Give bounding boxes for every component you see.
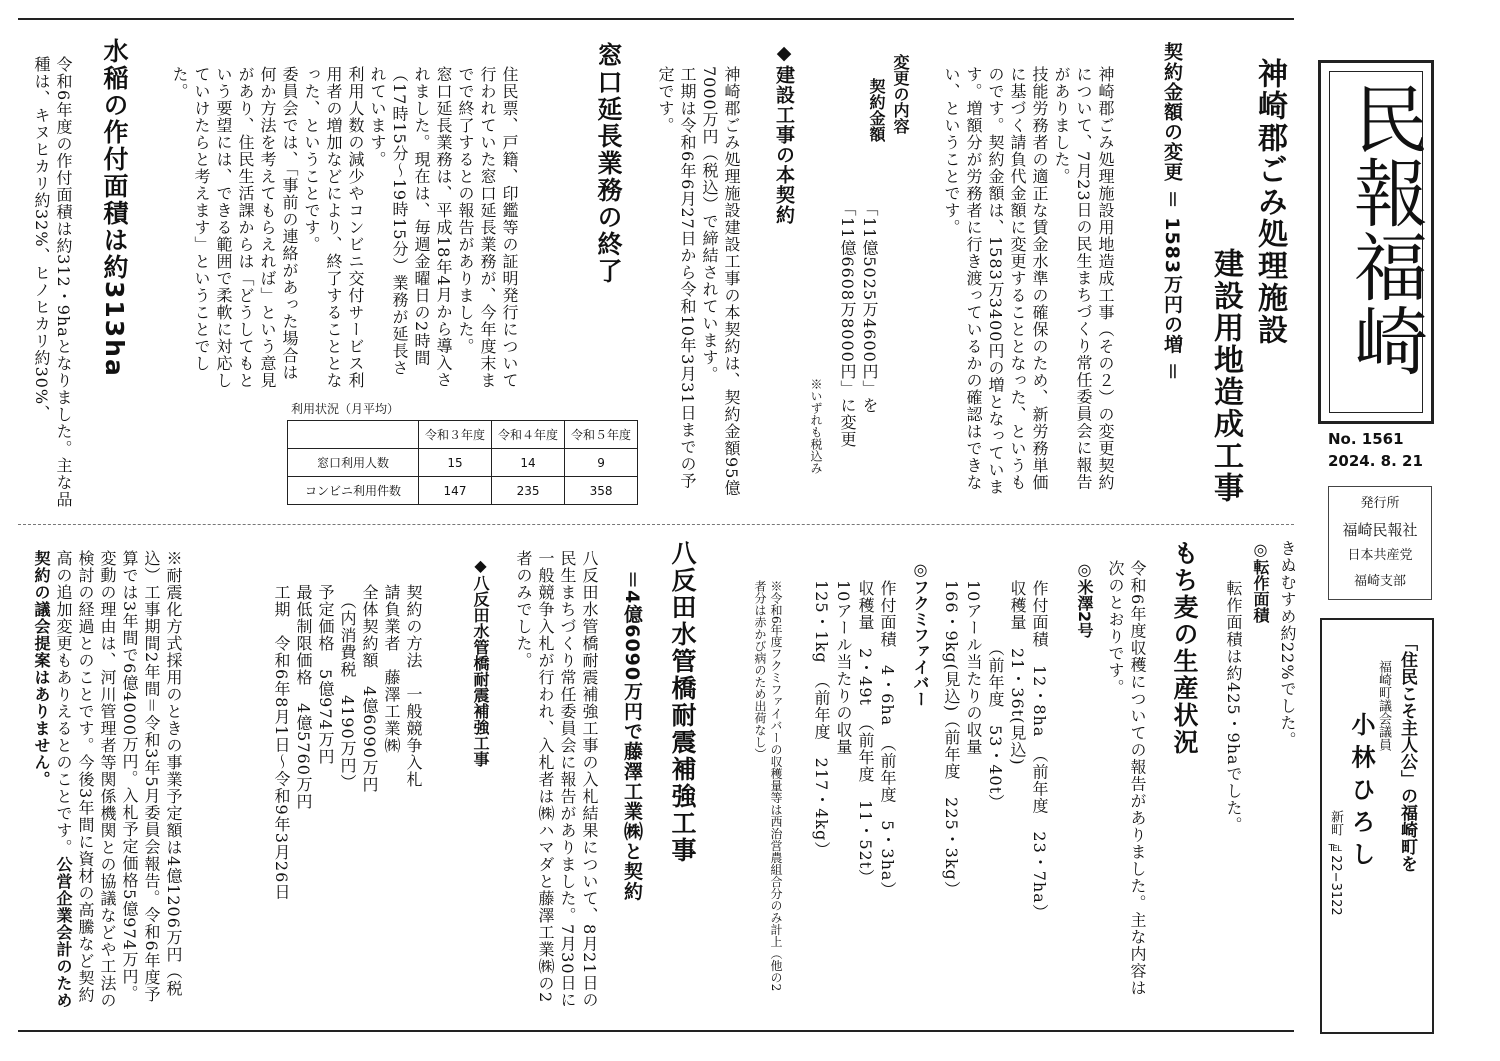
rotation-body: 転作面積は約425・9haでした。 — [1224, 580, 1243, 834]
construction-body: 神崎郡ごみ処理施設建設工事の本契約は、契約金額95億7000万円（税込）で締結されています。 工期は令和6年6月27日から令和10年3月31日までの予定です。 — [656, 66, 741, 497]
rice-body: 令和6年度の作付面積は約312・9haとなりました。主な品種は、キヌヒカリ約32%、ヒノヒカリ約30%、 — [32, 56, 73, 508]
bridge-note-text: ※耐震化方式採用のときの事業予定額は4億1206万円（税込）工事期間2年間＝令和3年5月委員会報告。令和6年度予算では3年間で6億4000万円。入札予定価格5億974万円。変動の理由は、河川管理者等関係機関との協議などや工法の検討の経過とのことです。今後3年間に資材の高騰など契約高の追加変更もありえるとのことです。 — [54, 550, 183, 1009]
variety1-heading: ◎米澤2号 — [1075, 560, 1094, 639]
usage-cell: 15 — [419, 449, 492, 477]
usage-table-header-row — [288, 421, 638, 449]
bottom-rule — [18, 1030, 1294, 1032]
window-body: 住民票、戸籍、印鑑等の証明発行について行われていた窓口延長業務が、今年度末までで終了するとの報告がありました。 窓口延長業務は、平成18年4月から導入されました。現在は、毎週金曜日の2時間（17時15分〜19時15分）業務が延長されています。 利用人数の減少やコンビニ交付サービス利用者の増加などにより、終了することとなった、ということです。 委員会では、「事前の連絡があった場合は何か方法を考えてもらえれば」という意見があり、住民生活課からは「どうしてもという要望には、できる範囲で柔軟に対応していけたらと考えます」ということでした。 — [170, 66, 519, 389]
ad-slogan: 「住民こそ主人公」の福崎町を — [1397, 634, 1417, 872]
usage-cell: 147 — [419, 477, 492, 505]
table-row — [288, 449, 638, 477]
rice-headline: 水稲の作付面積は約313ha — [100, 38, 129, 378]
usage-table — [287, 420, 638, 505]
construction-heading: ◆建設工事の本契約 — [773, 42, 795, 225]
usage-header-cell: 令和４年度 — [492, 421, 565, 449]
garbage-change-label: 変更の内容 — [891, 54, 910, 134]
masthead-title: 民報福崎 — [1342, 81, 1428, 377]
bridge-note — [30, 550, 184, 1010]
variety1-body: 作付面積 12・8ha （前年度 23・7ha） 収穫量 21・36t(見込) （前年度 53・40t） 10アール当たりの収量 166・9kg(見込)（前年度 225・3kg） — [942, 580, 1049, 921]
garbage-amount-label: 契約金額 — [867, 78, 886, 142]
usage-cell: コンビニ利用件数 — [288, 477, 419, 505]
variety2-note: ※令和6年度フクミファイバーの収穫量等は西治営農組合分のみ計上（他の2者分は赤かび病のため出荷なし） — [753, 580, 783, 992]
issue-number: No. 1561 — [1328, 430, 1404, 448]
party-name: 日本共産党 — [1347, 548, 1413, 563]
garbage-subheadline: 建設用地造成工事 — [1208, 248, 1243, 504]
top-rule — [18, 18, 1294, 20]
wheat-intro: 令和6年度収穫についての報告がありました。主な内容は次のとおりです。 — [1106, 560, 1147, 997]
usage-cell: 14 — [492, 449, 565, 477]
garbage-change-heading: 契約金額の変更 ＝ 1583万円の増 ＝ — [1161, 42, 1183, 382]
publisher-name: 福崎民報社 — [1342, 521, 1418, 539]
bridge-project-heading: ◆八反田水管橋耐震補強工事 — [471, 556, 490, 767]
garbage-body: 神崎郡ごみ処理施設用地造成工事（その２）の変更契約について、7月23日の民生まちづくり常任委員会に報告がありました。 技能労務者の適正な賃金水準の確保のため、新労務単価に基づく請負代金額に変更することとなった、というものです。契約金額は、1583万3400円の増となっています。増額分が労務者に行き渡っているかの確認はできない、ということです。 — [942, 66, 1115, 496]
masthead-box — [1318, 60, 1434, 424]
usage-table-caption: 利用状況（月平均） — [291, 402, 400, 416]
ad-name: 小 林 ひ ろ し — [1347, 712, 1375, 866]
usage-header-cell: 令和３年度 — [419, 421, 492, 449]
usage-cell: 358 — [565, 477, 638, 505]
councillor-ad — [1320, 618, 1434, 1034]
ad-contact: 新町 ℡22−3122 — [1328, 810, 1343, 916]
garbage-tax-note: ※いずれも税込み — [809, 378, 823, 474]
bridge-note-bold: 公営企業会計のため契約の議会提案はありません。 — [32, 550, 73, 1009]
table-row — [288, 477, 638, 505]
wheat-headline: もち麦の生産状況 — [1170, 540, 1199, 756]
publisher-label: 発行所 — [1360, 496, 1400, 511]
issue-date: 2024. 8. 21 — [1328, 452, 1423, 470]
usage-cell: 窓口利用人数 — [288, 449, 419, 477]
wheat-carry-text: きぬむすめ約22%でした。 — [1278, 540, 1297, 749]
bridge-subheadline: ＝4億6090万円で藤澤工業㈱と契約 — [621, 570, 643, 902]
bridge-headline: 八反田水管橋耐震補強工事 — [668, 540, 697, 864]
usage-header-cell — [288, 421, 419, 449]
middle-rule — [18, 524, 1294, 525]
window-headline: 窓口延長業務の終了 — [594, 42, 623, 285]
usage-cell: 9 — [565, 449, 638, 477]
garbage-headline: 神崎郡ごみ処理施設 — [1252, 58, 1287, 346]
variety2-body: 作付面積 4・6ha （前年度 5・3ha） 収穫量 2・49t （前年度 11・52t） 10アール当たりの収量 125・1kg （前年度 217・4kg） — [812, 580, 897, 899]
variety2-heading: ◎フクミファイバー — [911, 560, 930, 707]
ad-role: 福崎町議会議員 — [1376, 660, 1391, 751]
usage-cell: 235 — [492, 477, 565, 505]
bridge-body: 八反田水管橋耐震補強工事の入札結果について、8月21日の民生まちづくり常任委員会に報告がありました。7月30日に一般競争入札が行われ、入札者は㈱ハマダと藤澤工業㈱の2者のみでした。 — [514, 550, 599, 1009]
branch-name: 福崎支部 — [1353, 574, 1406, 589]
usage-header-cell: 令和５年度 — [565, 421, 638, 449]
bridge-details: 契約の方法 一般競争入札 請負業者 藤澤工業㈱ 全体契約額 4億6090万円 （内消費税 4190万円） 予定価格 5億974万円 最低制限価格 4億5760万円 工期 令和6年8月1日〜令和9年3月26日 — [272, 584, 423, 901]
publisher-box — [1328, 486, 1432, 600]
garbage-amount-change: 「11億5025万4600円」を 「11億6608万8000円」に変更 — [838, 200, 879, 448]
rotation-heading: ◎転作面積 — [1251, 540, 1270, 623]
issue-info — [1328, 428, 1423, 472]
